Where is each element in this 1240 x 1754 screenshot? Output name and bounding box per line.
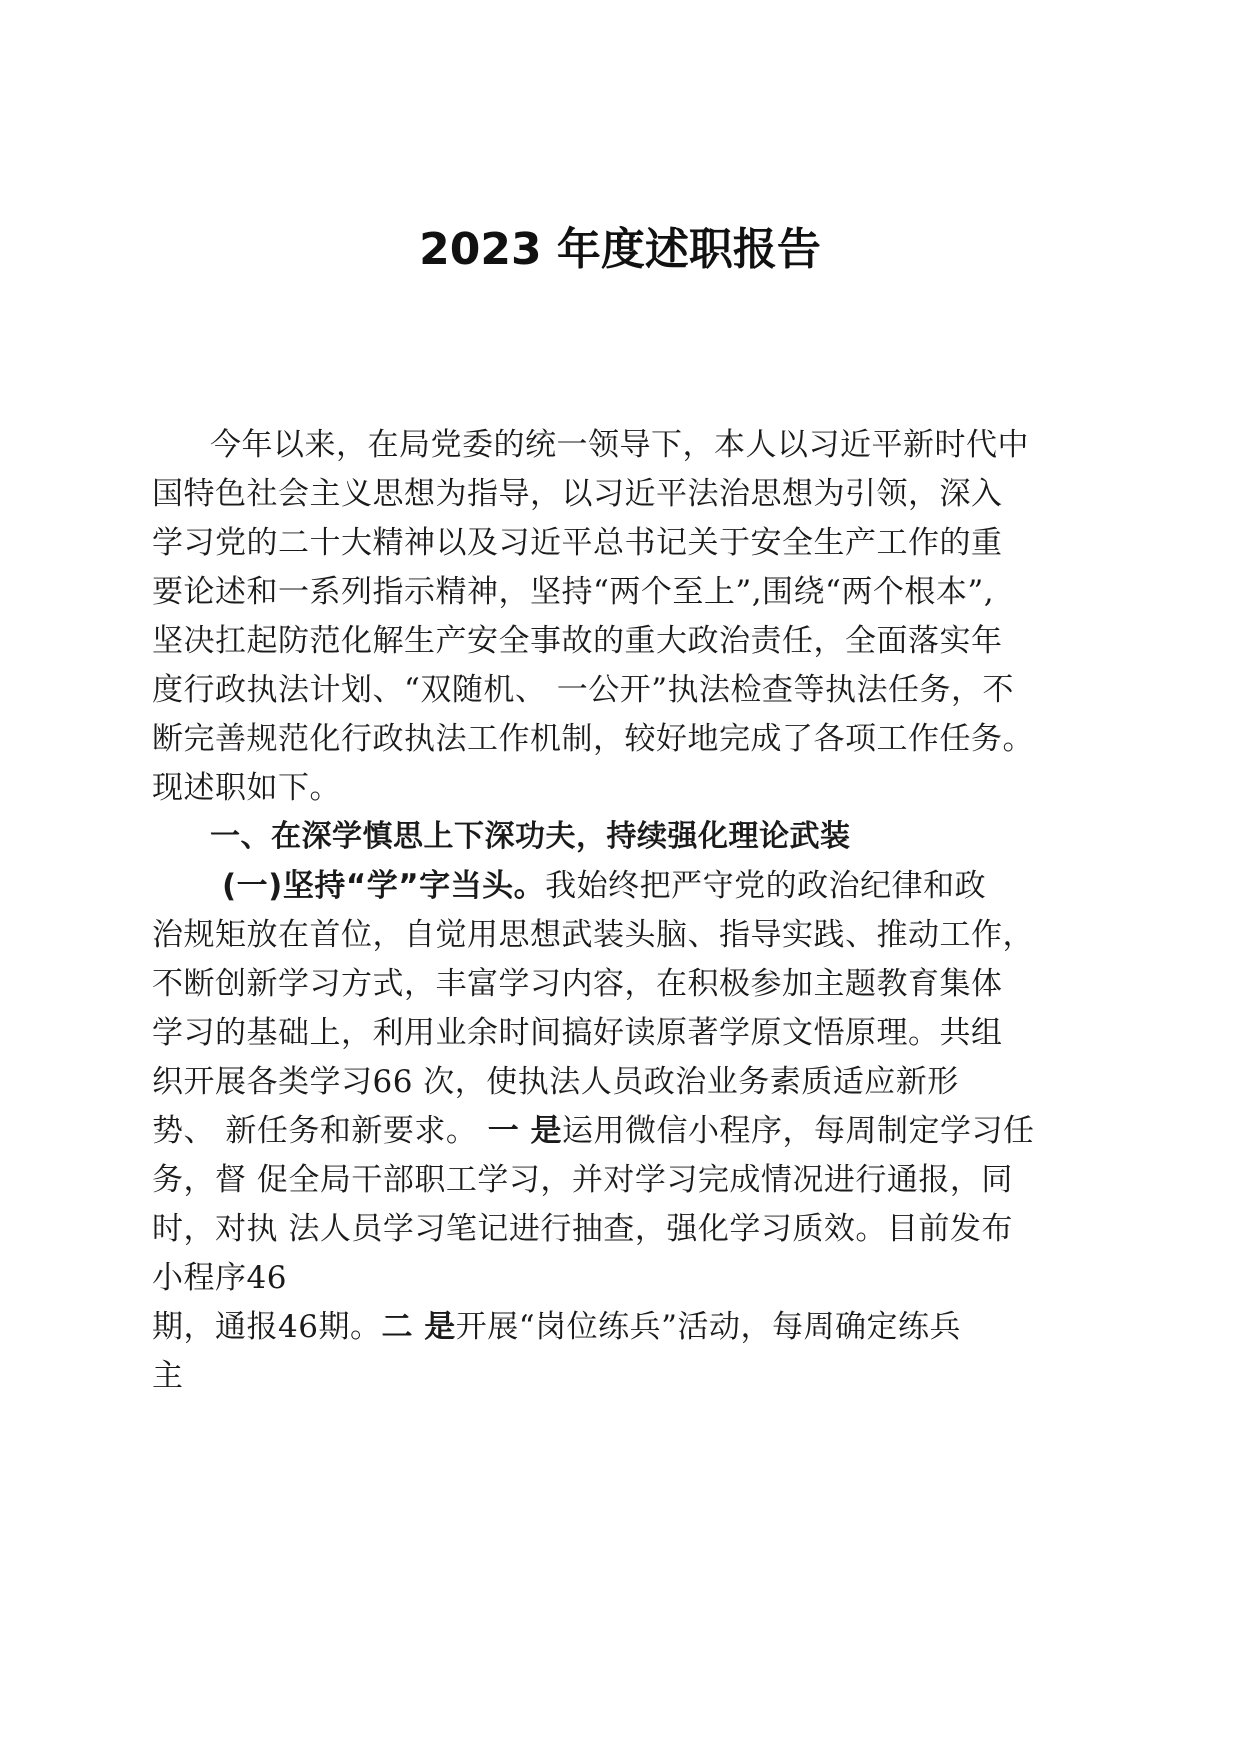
intro-line-2: 国特色社会主义思想为指导，以习近平法治思想为引领，深入 — [152, 476, 1003, 512]
sub1-line-10 — [152, 1307, 961, 1347]
intro-line-8: 现述职如下。 — [152, 770, 341, 806]
sub1-line6-post: 运用微信小程序，每周制定学习任 — [562, 1113, 1035, 1149]
sub1-line-8: 时，对执 法人员学习笔记进行抽查，强化学习质效。目前发布 — [152, 1211, 1013, 1247]
intro-line-6: 度行政执法计划、“双随机、 一公开”执法检查等执法任务，不 — [152, 672, 1015, 708]
intro-line-5: 坚决扛起防范化解生产安全事故的重大政治责任，全面落实年 — [152, 623, 1003, 659]
intro-line-1: 今年以来，在局党委的统一领导下，本人以习近平新时代中 — [210, 427, 1029, 463]
document-title: 2023 年度述职报告 — [419, 224, 821, 275]
sub1-line-3: 不断创新学习方式，丰富学习内容，在积极参加主题教育集体 — [152, 966, 1003, 1002]
sub1-line-5: 织开展各类学习66 次，使执法人员政治业务素质适应新形 — [152, 1064, 959, 1100]
sub1-line-2: 治规矩放在首位，自觉用思想武装头脑、指导实践、推动工作， — [152, 917, 1034, 953]
section-heading: 一、在深学慎思上下深功夫，持续强化理论武装 — [210, 819, 851, 854]
sub1-line6-pre: 势、 新任务和新要求。 — [152, 1113, 488, 1149]
sub1-line-4: 学习的基础上，利用业余时间搞好读原著学原文悟原理。共组 — [152, 1015, 1003, 1051]
sub1-first-line — [222, 866, 986, 906]
sub1-line10-post: 开展“岗位练兵”活动，每周确定练兵 — [455, 1309, 961, 1345]
intro-line-4: 要论述和一系列指示精神，坚持“两个至上”,围绕“两个根本”, — [152, 574, 995, 610]
sub1-line-6 — [152, 1111, 1035, 1151]
sub1-line10-bold: 二 是 — [381, 1309, 456, 1345]
sub1-lead-rest: 我始终把严守党的政治纪律和政 — [545, 868, 987, 904]
sub1-line-11: 主 — [152, 1358, 184, 1394]
sub1-line-9: 小程序46 — [152, 1260, 287, 1296]
sub1-line6-bold: 一 是 — [487, 1113, 563, 1149]
sub1-lead-bold: (一)坚持“学”字当头。 — [222, 868, 546, 904]
sub1-line-7: 务，督 促全局干部职工学习，并对学习完成情况进行通报，同 — [152, 1162, 1013, 1198]
sub1-line10-pre: 期，通报46期。 — [152, 1309, 382, 1345]
intro-line-3: 学习党的二十大精神以及习近平总书记关于安全生产工作的重 — [152, 525, 1003, 561]
intro-line-7: 断完善规范化行政执法工作机制，较好地完成了各项工作任务。 — [152, 721, 1034, 757]
